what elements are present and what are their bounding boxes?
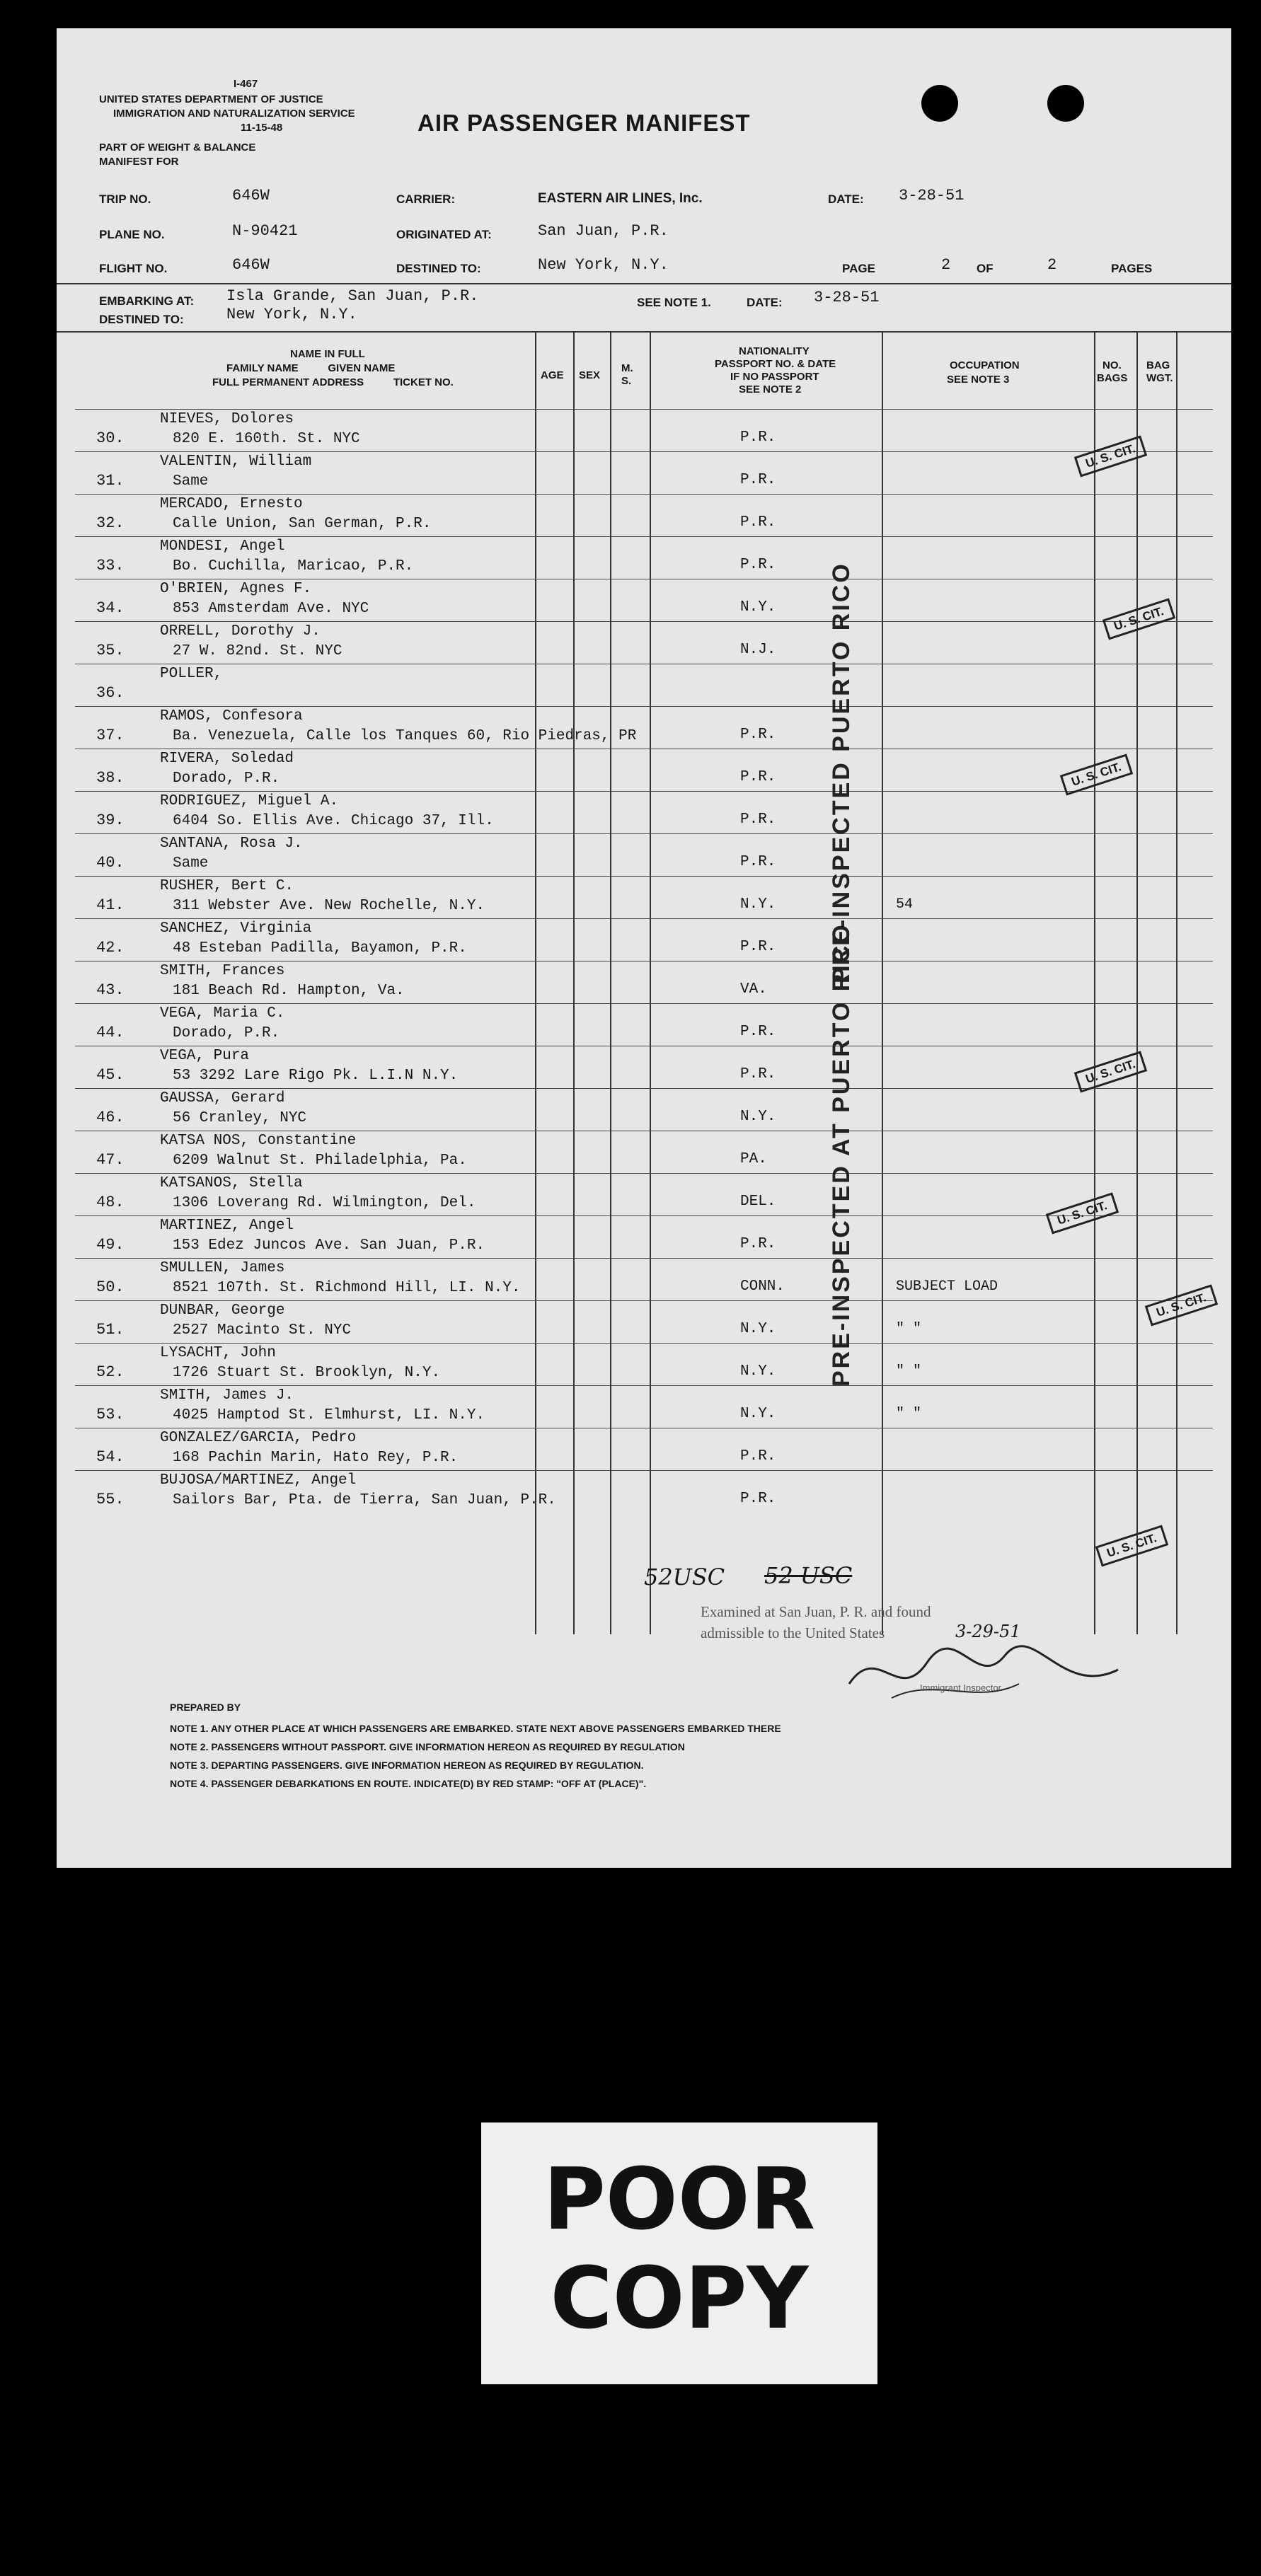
col-occ-l2: SEE NOTE 3 — [947, 374, 1010, 386]
plane-value: N-90421 — [232, 222, 298, 240]
passenger-address: Calle Union, San German, P.R. — [173, 516, 432, 532]
passenger-nationality: DEL. — [740, 1194, 776, 1210]
row-number: 34. — [96, 599, 125, 617]
col-name-l1: NAME IN FULL — [290, 348, 365, 360]
passenger-occupation: " " — [896, 1406, 922, 1422]
inspector-signature — [835, 1634, 1146, 1712]
passenger-address: 1726 Stuart St. Brooklyn, N.Y. — [173, 1365, 441, 1381]
row-number: 41. — [96, 896, 125, 914]
passenger-nationality: P.R. — [740, 1024, 776, 1040]
date2-value: 3-28-51 — [814, 289, 880, 306]
date-label: DATE: — [828, 192, 864, 206]
passenger-nationality: P.R. — [740, 939, 776, 955]
passenger-name: VALENTIN, William — [160, 454, 312, 470]
passenger-nationality: P.R. — [740, 727, 776, 743]
passenger-nationality: P.R. — [740, 1066, 776, 1082]
passenger-name: MARTINEZ, Angel — [160, 1218, 294, 1234]
pages-value: 2 — [1047, 256, 1057, 274]
table-row — [75, 1088, 1213, 1131]
passenger-address: 153 Edez Juncos Ave. San Juan, P.R. — [173, 1237, 485, 1254]
table-row — [75, 1131, 1213, 1174]
row-number: 44. — [96, 1024, 125, 1041]
table-row — [75, 409, 1213, 452]
destined-value: New York, N.Y. — [226, 306, 357, 323]
table-row — [75, 749, 1213, 792]
preinspected-stamp: PRE-INSPECTED AT PUERTO RICO — [828, 923, 855, 1387]
row-number: 38. — [96, 769, 125, 787]
passenger-name: RAMOS, Confesora — [160, 708, 303, 724]
punch-hole — [921, 85, 958, 122]
origin-value: San Juan, P.R. — [538, 222, 669, 240]
table-row — [75, 1173, 1213, 1216]
row-number: 35. — [96, 642, 125, 659]
row-number: 50. — [96, 1278, 125, 1296]
passenger-address: 56 Cranley, NYC — [173, 1110, 307, 1126]
passenger-nationality: N.Y. — [740, 1406, 776, 1422]
col-age: AGE — [541, 369, 564, 381]
table-row — [75, 1003, 1213, 1046]
passenger-name: VEGA, Maria C. — [160, 1005, 285, 1022]
note-4: NOTE 4. PASSENGER DEBARKATIONS EN ROUTE. INDICATE(D) BY RED STAMP: "OFF AT (PLACE)". — [170, 1778, 647, 1789]
see-note1: SEE NOTE 1. — [637, 296, 711, 309]
table-row — [75, 451, 1213, 495]
row-number: 43. — [96, 981, 125, 999]
row-number: 37. — [96, 727, 125, 744]
row-number: 53. — [96, 1406, 125, 1423]
part-of-label: PART OF WEIGHT & BALANCE — [99, 141, 256, 154]
passenger-nationality: P.R. — [740, 812, 776, 828]
date-value: 3-28-51 — [899, 187, 965, 204]
passenger-occupation: 54 — [896, 896, 914, 913]
passenger-name: RIVERA, Soledad — [160, 751, 294, 767]
col-wgt-l1: BAG — [1146, 359, 1170, 371]
passenger-name: GONZALEZ/GARCIA, Pedro — [160, 1430, 357, 1446]
passenger-address: 53 3292 Lare Rigo Pk. L.I.N N.Y. — [173, 1068, 459, 1084]
us-cit-stamp: U. S. CIT. — [1102, 598, 1175, 640]
passenger-nationality: P.R. — [740, 769, 776, 785]
origin-label: ORIGINATED AT: — [396, 228, 492, 241]
passenger-name: SANTANA, Rosa J. — [160, 836, 303, 852]
passenger-name: MERCADO, Ernesto — [160, 496, 303, 512]
passenger-nationality: CONN. — [740, 1278, 785, 1295]
embark-value: Isla Grande, San Juan, P.R. — [226, 287, 479, 305]
passenger-occupation: " " — [896, 1363, 922, 1380]
passenger-name: RUSHER, Bert C. — [160, 878, 294, 894]
us-cit-stamp: U. S. CIT. — [1074, 1051, 1147, 1092]
agency-line2: IMMIGRATION AND NATURALIZATION SERVICE — [113, 108, 355, 120]
col-nat-l4: SEE NOTE 2 — [739, 383, 802, 395]
note-1: NOTE 1. ANY OTHER PLACE AT WHICH PASSENGERS ARE EMBARKED. STATE NEXT ABOVE PASSENGERS EMBARKED THERE — [170, 1723, 781, 1734]
passenger-address: Dorado, P.R. — [173, 1025, 280, 1041]
row-number: 42. — [96, 939, 125, 957]
passenger-name: VEGA, Pura — [160, 1048, 250, 1064]
passenger-address: 6404 So. Ellis Ave. Chicago 37, Ill. — [173, 813, 494, 829]
row-number: 30. — [96, 429, 125, 447]
flight-label: FLIGHT NO. — [99, 262, 168, 275]
passenger-name: POLLER, — [160, 666, 223, 682]
table-row — [75, 1258, 1213, 1301]
row-number: 33. — [96, 557, 125, 574]
row-number: 39. — [96, 812, 125, 829]
us-cit-stamp: U. S. CIT. — [1145, 1284, 1218, 1326]
col-name-l2: FAMILY NAME GIVEN NAME — [226, 362, 396, 374]
passenger-name: KATSANOS, Stella — [160, 1175, 303, 1191]
dest-value: New York, N.Y. — [538, 256, 669, 274]
passenger-address: 6209 Walnut St. Philadelphia, Pa. — [173, 1153, 467, 1169]
passenger-name: SANCHEZ, Virginia — [160, 920, 312, 937]
manifest-sheet — [57, 28, 1231, 1868]
passenger-nationality: P.R. — [740, 854, 776, 870]
destined-label: DESTINED TO: — [99, 313, 184, 326]
passenger-address: Ba. Venezuela, Calle los Tanques 60, Rio Piedras, PR — [173, 728, 637, 744]
table-row — [75, 1046, 1213, 1089]
table-row — [75, 621, 1213, 664]
trip-label: TRIP NO. — [99, 192, 151, 206]
embark-label: EMBARKING AT: — [99, 294, 195, 308]
carrier-value: EASTERN AIR LINES, Inc. — [538, 191, 703, 206]
passenger-name: RODRIGUEZ, Miguel A. — [160, 793, 339, 809]
table-row — [75, 1343, 1213, 1386]
passenger-address: 311 Webster Ave. New Rochelle, N.Y. — [173, 898, 485, 914]
table-row — [75, 791, 1213, 834]
exam-date: 3-29-51 — [955, 1622, 1021, 1641]
punch-hole — [1047, 85, 1084, 122]
agency-line1: UNITED STATES DEPARTMENT OF JUSTICE — [99, 93, 323, 105]
passenger-address: 853 Amsterdam Ave. NYC — [173, 601, 369, 617]
pages-label: PAGES — [1111, 262, 1153, 275]
col-nat-l3: IF NO PASSPORT — [730, 371, 819, 383]
passenger-nationality: N.Y. — [740, 599, 776, 616]
passenger-nationality: N.J. — [740, 642, 776, 658]
col-nat-l1: NATIONALITY — [739, 345, 810, 357]
passenger-nationality: P.R. — [740, 557, 776, 573]
passenger-name: LYSACHT, John — [160, 1345, 276, 1361]
us-cit-stamp: U. S. CIT. — [1046, 1192, 1119, 1234]
passenger-nationality: P.R. — [740, 472, 776, 488]
col-nat-l2: PASSPORT NO. & DATE — [715, 358, 836, 370]
row-number: 48. — [96, 1194, 125, 1211]
passenger-name: SMITH, Frances — [160, 963, 285, 979]
row-number: 55. — [96, 1491, 125, 1508]
passenger-name: SMITH, James J. — [160, 1387, 294, 1404]
col-name-l3: FULL PERMANENT ADDRESS TICKET NO. — [212, 376, 454, 388]
table-row — [75, 494, 1213, 537]
poor-copy-card — [481, 2122, 877, 2384]
row-number: 32. — [96, 514, 125, 532]
dest-label: DESTINED TO: — [396, 262, 481, 275]
rule — [57, 283, 1231, 284]
table-row — [75, 833, 1213, 877]
row-number: 49. — [96, 1236, 125, 1254]
passenger-name: MONDESI, Angel — [160, 538, 285, 555]
passenger-address: 820 E. 160th. St. NYC — [173, 431, 360, 447]
row-number: 51. — [96, 1321, 125, 1339]
note-2: NOTE 2. PASSENGERS WITHOUT PASSPORT. GIVE INFORMATION HEREON AS REQUIRED BY REGULATION — [170, 1741, 685, 1752]
passenger-name: ORRELL, Dorothy J. — [160, 623, 321, 640]
passenger-nationality: P.R. — [740, 1491, 776, 1507]
passenger-address: 4025 Hamptod St. Elmhurst, LI. N.Y. — [173, 1407, 485, 1423]
us-cit-stamp: U. S. CIT. — [1060, 753, 1133, 795]
plane-label: PLANE NO. — [99, 228, 165, 241]
table-row — [75, 579, 1213, 622]
passenger-nationality: VA. — [740, 981, 767, 998]
row-number: 40. — [96, 854, 125, 872]
col-occ-l1: OCCUPATION — [950, 359, 1020, 371]
col-wgt-l2: WGT. — [1146, 372, 1173, 384]
passenger-address: 2527 Macinto St. NYC — [173, 1322, 352, 1339]
table-row — [75, 1385, 1213, 1428]
table-row — [75, 1470, 1213, 1513]
col-bags-l1: NO. — [1102, 359, 1122, 371]
passenger-occupation: SUBJECT LOAD — [896, 1278, 998, 1295]
passenger-nationality: P.R. — [740, 514, 776, 531]
passenger-address: Sailors Bar, Pta. de Tierra, San Juan, P.R. — [173, 1492, 556, 1508]
handwritten-total: 52USC — [644, 1564, 725, 1590]
passenger-address: 27 W. 82nd. St. NYC — [173, 643, 342, 659]
passenger-nationality: N.Y. — [740, 1363, 776, 1380]
passenger-name: SMULLEN, James — [160, 1260, 285, 1276]
row-number: 52. — [96, 1363, 125, 1381]
passenger-table — [75, 333, 1213, 1634]
passenger-address: 168 Pachin Marin, Hato Rey, P.R. — [173, 1450, 459, 1466]
flight-value: 646W — [232, 256, 270, 274]
passenger-nationality: N.Y. — [740, 896, 776, 913]
row-number: 46. — [96, 1109, 125, 1126]
page-value: 2 — [941, 256, 951, 274]
passenger-nationality: PA. — [740, 1151, 767, 1167]
form-number: I-467 — [234, 78, 258, 90]
passenger-nationality: P.R. — [740, 1448, 776, 1465]
passenger-address: Same — [173, 473, 209, 490]
passenger-name: O'BRIEN, Agnes F. — [160, 581, 312, 597]
row-number: 54. — [96, 1448, 125, 1466]
passenger-address: 48 Esteban Padilla, Bayamon, P.R. — [173, 940, 467, 957]
examined-line1: Examined at San Juan, P. R. and found — [701, 1603, 931, 1620]
form-title: AIR PASSENGER MANIFEST — [418, 110, 751, 136]
passenger-address: 1306 Loverang Rd. Wilmington, Del. — [173, 1195, 476, 1211]
preinspected-stamp: PRE-INSPECTED PUERTO RICO — [828, 562, 855, 983]
passenger-name: GAUSSA, Gerard — [160, 1090, 285, 1107]
col-bags-l2: BAGS — [1097, 372, 1128, 384]
poor-copy-line1: POOR — [543, 2151, 816, 2249]
manifest-for-label: MANIFEST FOR — [99, 156, 179, 168]
passenger-occupation: " " — [896, 1321, 922, 1337]
us-cit-stamp: U. S. CIT. — [1074, 435, 1147, 477]
passenger-name: NIEVES, Dolores — [160, 411, 294, 427]
table-row — [75, 918, 1213, 961]
examined-line2: admissible to the United States — [701, 1624, 885, 1641]
passenger-nationality: P.R. — [740, 429, 776, 446]
passenger-name: KATSA NOS, Constantine — [160, 1133, 357, 1149]
form-date: 11-15-48 — [241, 122, 283, 134]
passenger-nationality: N.Y. — [740, 1109, 776, 1125]
table-row — [75, 536, 1213, 579]
col-ms: M. S. — [621, 362, 633, 387]
passenger-name: DUNBAR, George — [160, 1303, 285, 1319]
inspector-caption: Immigrant Inspector — [920, 1682, 1001, 1693]
handwritten-struck: 52 USC — [764, 1562, 853, 1589]
carrier-label: CARRIER: — [396, 192, 456, 206]
row-number: 47. — [96, 1151, 125, 1169]
note-3: NOTE 3. DEPARTING PASSENGERS. GIVE INFORMATION HEREON AS REQUIRED BY REGULATION. — [170, 1760, 644, 1771]
row-number: 31. — [96, 472, 125, 490]
passenger-address: Bo. Cuchilla, Maricao, P.R. — [173, 558, 414, 574]
trip-value: 646W — [232, 187, 270, 204]
table-row — [75, 706, 1213, 749]
col-sex: SEX — [579, 369, 601, 381]
passenger-name: BUJOSA/MARTINEZ, Angel — [160, 1472, 357, 1489]
row-number: 36. — [96, 684, 125, 702]
page-label: PAGE — [842, 262, 875, 275]
passenger-address: Dorado, P.R. — [173, 770, 280, 787]
table-row — [75, 961, 1213, 1004]
table-row — [75, 876, 1213, 919]
passenger-address: 181 Beach Rd. Hampton, Va. — [173, 983, 405, 999]
passenger-nationality: N.Y. — [740, 1321, 776, 1337]
us-cit-stamp: U. S. CIT. — [1095, 1525, 1168, 1566]
passenger-nationality: P.R. — [740, 1236, 776, 1252]
table-row — [75, 1428, 1213, 1471]
of-label: OF — [977, 262, 994, 275]
date2-label: DATE: — [747, 296, 783, 309]
table-row — [75, 1300, 1213, 1344]
table-row — [75, 664, 1213, 707]
passenger-address: 8521 107th. St. Richmond Hill, LI. N.Y. — [173, 1280, 521, 1296]
poor-copy-line2: COPY — [550, 2250, 809, 2348]
table-row — [75, 1215, 1213, 1259]
passenger-address: Same — [173, 855, 209, 872]
row-number: 45. — [96, 1066, 125, 1084]
prepared-by: PREPARED BY — [170, 1702, 241, 1713]
